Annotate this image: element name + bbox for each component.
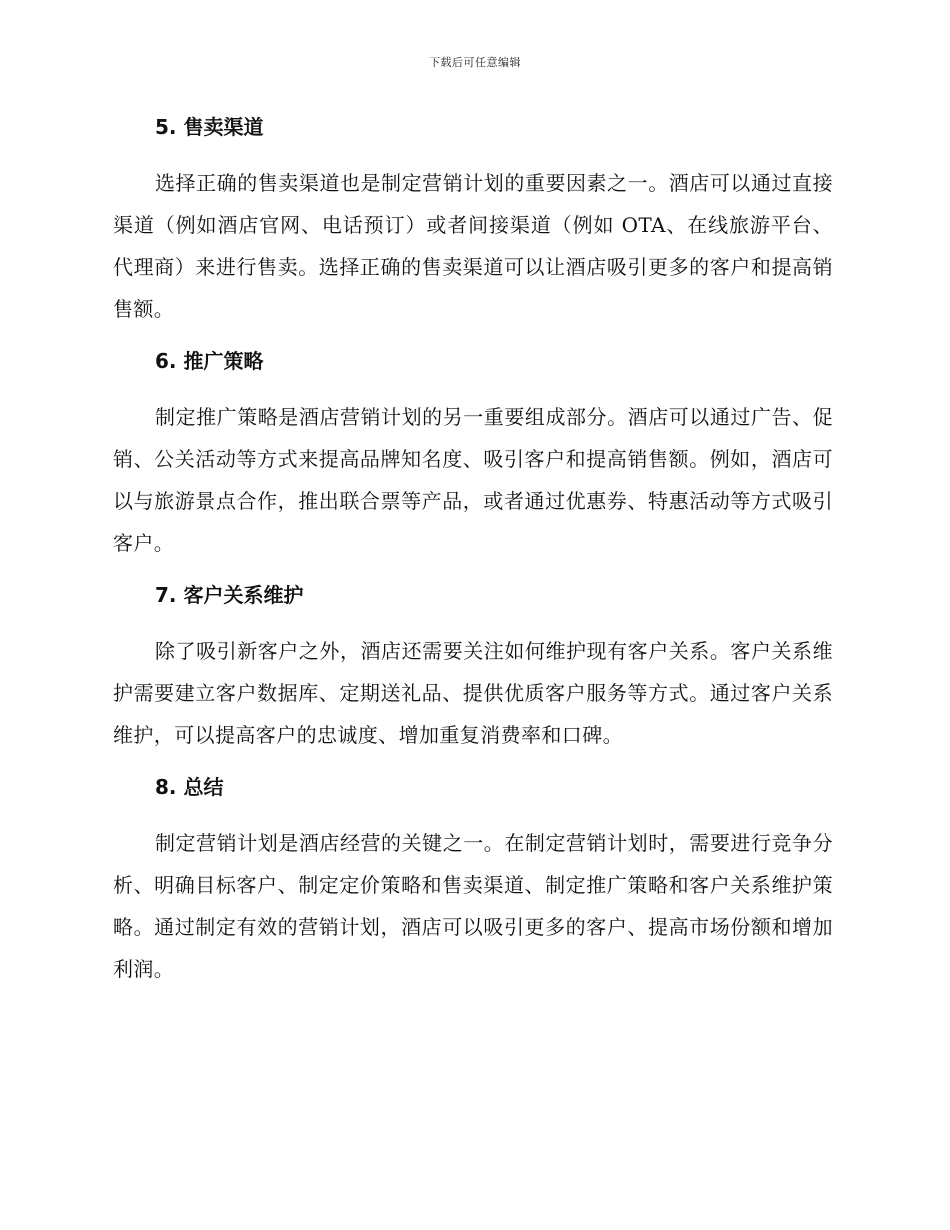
section-heading: 6. 推广策略	[155, 349, 264, 373]
document-body	[113, 108, 833, 990]
section-sales-channels	[113, 108, 833, 330]
section-heading: 7. 客户关系维护	[155, 583, 304, 607]
section-promotion-strategy	[113, 342, 833, 564]
section-summary	[113, 768, 833, 990]
page-header-note: 下载后可任意编辑	[429, 56, 521, 69]
section-paragraph: 制定推广策略是酒店营销计划的另一重要组成部分。酒店可以通过广告、促销、公关活动等方式来提高品牌知名度、吸引客户和提高销售额。例如，酒店可以与旅游景点合作，推出联合票等产品，或者通过优惠券、特惠活动等方式吸引客户。	[113, 405, 833, 555]
section-paragraph: 除了吸引新客户之外，酒店还需要关注如何维护现有客户关系。客户关系维护需要建立客户数据库、定期送礼品、提供优质客户服务等方式。通过客户关系维护，可以提高客户的忠诚度、增加重复消费率和口碑。	[113, 639, 833, 747]
section-paragraph: 制定营销计划是酒店经营的关键之一。在制定营销计划时，需要进行竞争分析、明确目标客户、制定定价策略和售卖渠道、制定推广策略和客户关系维护策略。通过制定有效的营销计划，酒店可以吸引更多的客户、提高市场份额和增加利润。	[113, 831, 833, 981]
section-heading: 5. 售卖渠道	[155, 115, 264, 139]
section-heading: 8. 总结	[155, 775, 224, 799]
section-customer-relations	[113, 576, 833, 756]
section-paragraph: 选择正确的售卖渠道也是制定营销计划的重要因素之一。酒店可以通过直接渠道（例如酒店官网、电话预订）或者间接渠道（例如 OTA、在线旅游平台、代理商）来进行售卖。选择正确的售卖渠道可以让酒店吸引更多的客户和提高销售额。	[113, 171, 833, 321]
